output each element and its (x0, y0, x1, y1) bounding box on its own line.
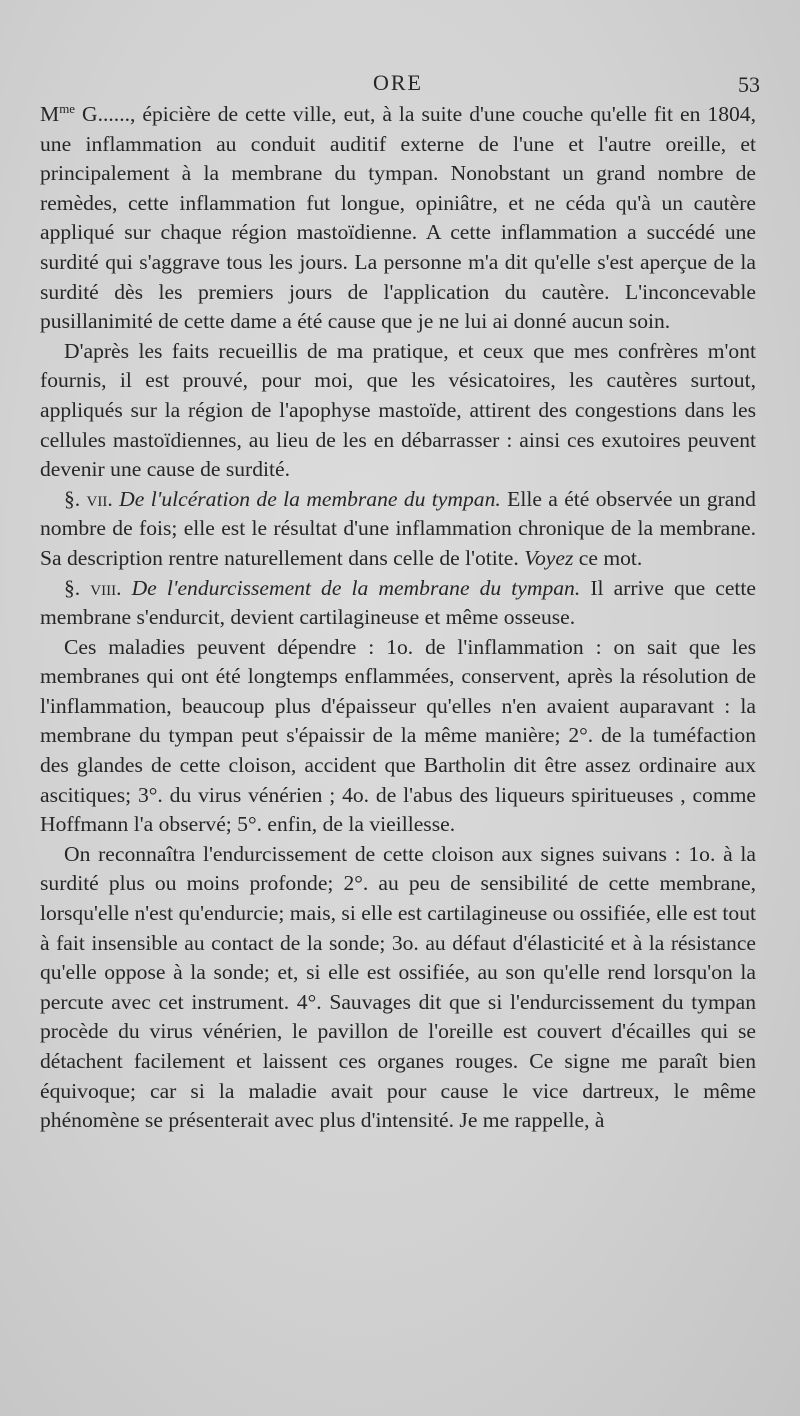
paragraph-case-report (40, 100, 756, 337)
paragraph-text: Il arrive que cette membrane s'endurcit, devient cartilagineuse et même osseuse. (40, 575, 757, 630)
page-number: 53 (738, 72, 760, 97)
section-number: §. vii. (64, 486, 113, 511)
running-head (40, 66, 760, 100)
paragraph-tail: ce mot. (573, 545, 643, 570)
section-heading: De l'ulcération de la membrane du tympan. (119, 486, 501, 511)
body-text (40, 100, 756, 1136)
section-heading: De l'endurcissement de la membrane du tympan. (131, 575, 581, 600)
section-number: §. viii. (64, 575, 122, 600)
paragraph-conclusion: D'après les faits recueillis de ma pratique, et ceux que mes confrères m'ont fournis, il est prouvé, pour moi, que les vésicatoires, les cautères surtout, appliqués sur la région de l'apophyse mastoïde, attirent des congestions dans les cellules mastoïdiennes, au lieu de les en débarrasser : ainsi ces exutoires peuvent devenir une cause de surdité. (40, 338, 756, 482)
running-title: ORE (373, 70, 423, 95)
cross-reference: Voyez (524, 545, 574, 570)
paragraph-signs: On reconnaîtra l'endurcissement de cette cloison aux signes suivans : 1o. à la surdité plus ou moins profonde; 2°. au peu de sensibilité de cette membrane, lorsqu'elle n'est qu'endurcie; mais, si elle est cartilagineuse ou ossifiée, elle est tout à fait insensible au contact de la sonde; 3o. au défaut d'élasticité et à la résistance qu'elle oppose à la sonde; et, si elle est ossifiée, au son qu'elle rend lorsqu'on la percute avec cet instrument. 4°. Sauvages dit que si l'endurcissement du tympan procède du virus vénérien, le pavillon de l'oreille est couvert d'écailles qui se détachent facilement et laissent ces organes rouges. Ce signe me paraît bien équivoque; car si la maladie avait pour cause le vice dartreux, le même phénomène se présenterait avec plus d'intensité. Je me rappelle, à (40, 841, 756, 1133)
paragraph-text: Elle a été observée un grand nombre de fois; elle est le résultat d'une inflammation chronique de la membrane. Sa description rentre naturellement dans celle de l'otite. (40, 486, 756, 570)
book-page (40, 66, 760, 1136)
honorific: $M^{me}$ (40, 100, 76, 126)
paragraph-text: G......, épicière de cette ville, eut, à la suite d'une couche qu'elle fit en 1804, une inflammation au conduit auditif externe de l'une et l'autre oreille, et principalement à la membrane du tympan. Nonobstant un grand nombre de remèdes, cette inflammation fut longue, opiniâtre, et ne céda qu'à un cautère appliqué sur chaque région mastoïdienne. A cette inflammation a succédé une surdité qui s'aggrave tous les jours. La personne m'a dit qu'elle s'est aperçue de la surdité dès les premiers jours de l'application du cautère. L'inconcevable pusillanimité de cette dame a été cause que je ne lui ai donné aucun soin. (40, 102, 756, 334)
section-vii (40, 485, 756, 574)
paragraph-causes: Ces maladies peuvent dépendre : 1o. de l'inflammation : on sait que les membranes qui ont été longtemps enflammées, conservent, après la résolution de l'inflammation, beaucoup plus d'épaisseur qu'elles n'en avaient auparavant : la membrane du tympan peut s'épaissir de la même manière; 2°. de la tuméfaction des glandes de cette cloison, accident que Bartholin dit être assez ordinaire aux ascitiques; 3°. du virus vénérien ; 4o. de l'abus des liqueurs spiritueuses , comme Hoffmann l'a observé; 5°. enfin, de la vieillesse. (40, 634, 756, 837)
section-viii (40, 574, 756, 633)
